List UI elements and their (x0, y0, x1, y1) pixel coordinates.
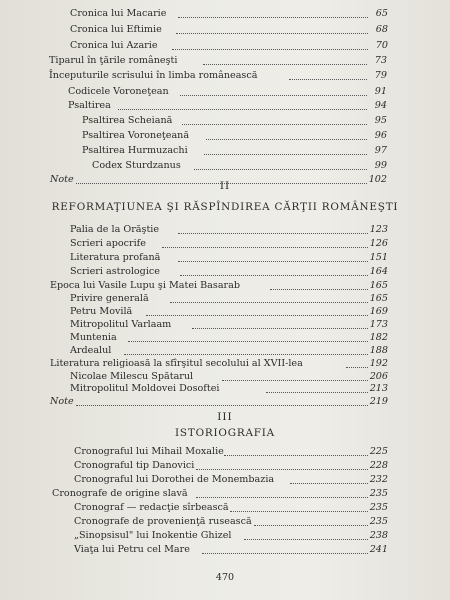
dot-leader (128, 340, 368, 342)
toc-entry-title: Ardealul (70, 345, 112, 356)
toc-entry (70, 383, 388, 395)
toc-entry (74, 502, 388, 514)
toc-entry-title: „Sinopsisul" lui Inokentie Ghizel (74, 530, 232, 541)
dot-leader (222, 379, 368, 381)
toc-entry-page: 65 (375, 8, 388, 19)
toc-entry-title: Începuturile scrisului în limba românească (49, 70, 258, 81)
toc-entry (74, 544, 388, 556)
toc-entry-page: 91 (374, 86, 387, 97)
dot-leader (224, 454, 368, 456)
toc-entry-title: Scrieri astrologice (70, 266, 160, 277)
toc-entry (82, 145, 387, 157)
toc-entry-page: 206 (369, 371, 388, 382)
toc-entry-title: Scrieri apocrife (70, 238, 146, 249)
toc-entry-page: 99 (374, 160, 387, 171)
toc-entry-title: Palia de la Orăştie (70, 224, 160, 235)
dot-leader (266, 391, 368, 393)
dot-leader (192, 327, 368, 329)
toc-entry-page: 219 (369, 396, 388, 407)
toc-entry-page: 95 (374, 115, 387, 126)
dot-leader (196, 496, 368, 498)
dot-leader (194, 168, 367, 170)
toc-entry (74, 446, 388, 458)
toc-entry (49, 55, 387, 67)
toc-entry-page: 165 (369, 280, 388, 291)
dot-leader (270, 288, 368, 290)
section-number: II (219, 180, 231, 192)
toc-entry-page: 235 (369, 516, 388, 527)
dot-leader (178, 16, 368, 18)
toc-entry (49, 70, 387, 82)
toc-entry (74, 460, 388, 472)
toc-entry-page: 123 (369, 224, 388, 235)
toc-entry-title: Cronograful lui Mihail Moxalie (74, 446, 224, 457)
dot-leader (182, 123, 367, 125)
toc-entry-title: Cronografe de origine slavă (52, 488, 188, 499)
dot-leader (202, 552, 368, 554)
toc-entry-title: Note (50, 174, 74, 185)
dot-leader (206, 138, 367, 140)
dot-leader (230, 510, 368, 512)
page-number: 470 (215, 572, 235, 583)
dot-leader (162, 246, 368, 248)
toc-entry-page: 241 (369, 544, 388, 555)
toc-entry-page: 102 (368, 174, 387, 185)
toc-entry-title: Codex Sturdzanus (92, 160, 181, 171)
toc-entry-page: 126 (369, 238, 388, 249)
toc-entry (74, 530, 388, 542)
toc-entry-page: 94 (374, 100, 387, 111)
toc-entry-page: 173 (369, 319, 388, 330)
toc-entry (70, 8, 388, 20)
toc-entry-title: Cronica lui Azarie (70, 40, 158, 51)
section-title: ISTORIOGRAFIA (175, 427, 275, 439)
toc-entry (70, 266, 388, 278)
dot-leader (146, 314, 368, 316)
toc-entry-title: Mitropolitul Varlaam (70, 319, 172, 330)
toc-entry-title: Tiparul în ţările româneşti (49, 55, 178, 66)
toc-entry-page: 169 (369, 306, 388, 317)
toc-entry-title: Codicele Voroneţean (68, 86, 169, 97)
dot-leader (290, 482, 368, 484)
toc-entry (70, 332, 388, 344)
dot-leader (178, 260, 368, 262)
toc-entry-page: 97 (374, 145, 387, 156)
toc-entry (82, 130, 387, 142)
toc-entry (70, 293, 388, 305)
toc-entry-title: Viaţa lui Petru cel Mare (74, 544, 190, 555)
toc-entry-title: Cronograful tip Danovici (74, 460, 195, 471)
toc-entry-page: 192 (369, 358, 388, 369)
toc-entry (68, 100, 387, 112)
toc-entry-title: Psaltirea Hurmuzachi (82, 145, 188, 156)
toc-entry-title: Muntenia (70, 332, 117, 343)
toc-entry-page: 182 (369, 332, 388, 343)
toc-entry-page: 164 (369, 266, 388, 277)
toc-entry-title: Privire generală (70, 293, 149, 304)
dot-leader (204, 153, 367, 155)
toc-entry-title: Literatura profană (70, 252, 161, 263)
toc-entry-title: Psaltirea Voroneţeană (82, 130, 190, 141)
toc-entry (70, 40, 388, 52)
toc-entry (70, 238, 388, 250)
toc-entry-title: Cronografe de provenienţă rusească (74, 516, 252, 527)
dot-leader (118, 108, 367, 110)
toc-entry-page: 235 (369, 502, 388, 513)
section-number: III (217, 411, 233, 423)
toc-entry-title: Cronograful lui Dorothei de Monembazia (74, 474, 275, 485)
toc-entry-page: 73 (374, 55, 387, 66)
toc-entry (68, 86, 387, 98)
dot-leader (170, 301, 368, 303)
dot-leader (124, 353, 368, 355)
dot-leader (180, 274, 368, 276)
toc-entry (52, 488, 388, 500)
toc-entry (50, 396, 388, 408)
toc-entry-title: Nicolae Milescu Spătarul (70, 371, 194, 382)
toc-entry-title: Mitropolitul Moldovei Dosoftei (70, 383, 220, 394)
dot-leader (289, 78, 367, 80)
toc-entry-page: 79 (374, 70, 387, 81)
toc-entry-page: 68 (375, 24, 388, 35)
toc-entry-page: 188 (369, 345, 388, 356)
toc-entry-page: 96 (374, 130, 387, 141)
toc-entry-title: Epoca lui Vasile Lupu şi Matei Basarab (50, 280, 240, 291)
toc-entry-title: Cronica lui Eftimie (70, 24, 162, 35)
toc-entry-page: 232 (369, 474, 388, 485)
toc-entry-page: 225 (369, 446, 388, 457)
toc-entry (74, 474, 388, 486)
toc-entry (70, 319, 388, 331)
toc-entry (50, 358, 388, 370)
toc-entry-page: 238 (369, 530, 388, 541)
toc-entry-title: Literatura religioasă la sfîrşitul secolului al XVII-lea (50, 358, 303, 369)
section-title: REFORMAŢIUNEA ŞI RĂSPÎNDIREA CĂRŢII ROMÂNEŞTI (51, 201, 399, 213)
toc-entry (70, 224, 388, 236)
dot-leader (178, 232, 368, 234)
toc-entry-title: Note (50, 396, 74, 407)
toc-entry-page: 228 (369, 460, 388, 471)
toc-entry (50, 280, 388, 292)
toc-entry (70, 24, 388, 36)
toc-entry (70, 345, 388, 357)
toc-entry (70, 306, 388, 318)
toc-entry-title: Petru Movilă (70, 306, 133, 317)
toc-entry (70, 252, 388, 264)
toc-entry-page: 70 (375, 40, 388, 51)
toc-entry-page: 165 (369, 293, 388, 304)
toc-entry-title: Cronograf — redacţie sîrbească (74, 502, 229, 513)
toc-entry (82, 115, 387, 127)
toc-entry-page: 151 (369, 252, 388, 263)
toc-entry-title: Cronica lui Macarie (70, 8, 167, 19)
toc-entry-title: Psaltirea (68, 100, 111, 111)
dot-leader (76, 404, 368, 406)
toc-entry-title: Psaltirea Scheiană (82, 115, 173, 126)
toc-entry-page: 235 (369, 488, 388, 499)
dot-leader (203, 63, 367, 65)
dot-leader (244, 538, 368, 540)
dot-leader (176, 32, 368, 34)
dot-leader (172, 48, 368, 50)
toc-entry-page: 213 (369, 383, 388, 394)
toc-entry (92, 160, 387, 172)
dot-leader (196, 468, 368, 470)
dot-leader (180, 94, 367, 96)
dot-leader (254, 524, 368, 526)
toc-entry (74, 516, 388, 528)
toc-entry (70, 371, 388, 383)
